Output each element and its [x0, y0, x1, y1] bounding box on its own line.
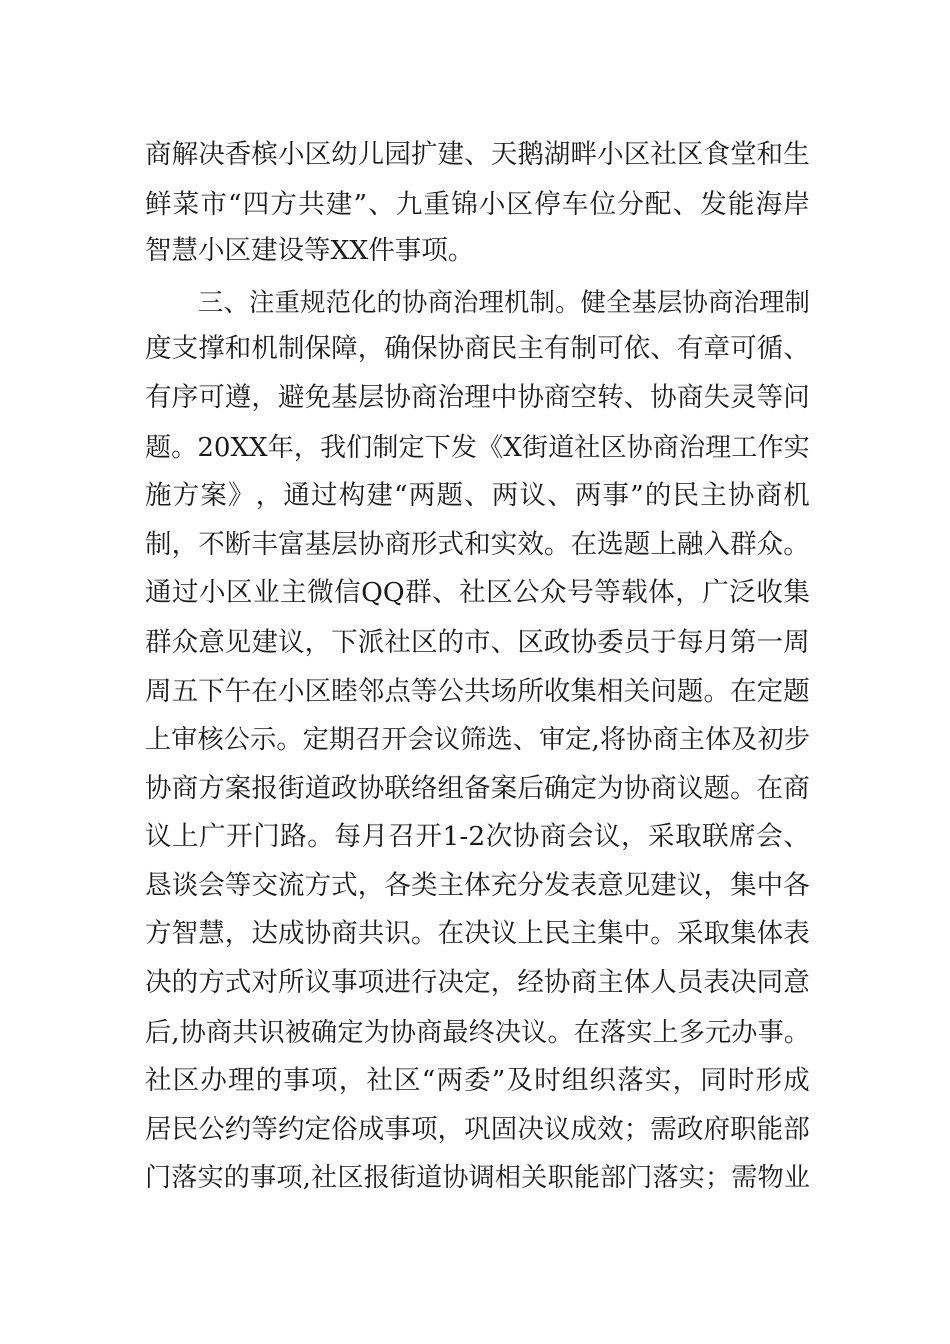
paragraph-line: 有 序 可 遵 ， 避 免 基 层 协 商 治 理 中 协 商 空 转 、 协 商 失 灵 等 问	[145, 382, 810, 413]
paragraph-line: 商 解 决 香 槟 小 区 幼 儿 园 扩 建 、 天 鹅 湖 畔 小 区 社 区 食 堂 和 生	[145, 139, 810, 170]
paragraph-line: 居 民 公 约 等 约 定 俗 成 事 项 ， 巩 固 决 议 成 效 ； 需 政 府 职 能 部	[145, 1114, 810, 1145]
paragraph-line: 周 五 下 午 在 小 区 睦 邻 点 等 公 共 场 所 收 集 相 关 问 题 。 在 定 题	[145, 676, 810, 707]
paragraph-line: 社 区 办 理 的 事 项 ， 社 区 “ 两 委 ” 及 时 组 织 落 实 ， 同 时 形 成	[145, 1065, 810, 1096]
paragraph-line: 议 上 广 开 门 路 。 每 月 召 开 1-2 次 协 商 会 议 ， 采 取 联 席 会 、	[145, 821, 810, 852]
paragraph-line: 门 落 实 的 事 项 , 社 区 报 街 道 协 调 相 关 职 能 部 门 落 实 ； 需 物 业	[145, 1163, 810, 1193]
paragraph-first-line: 三 、 注 重 规 范 化 的 协 商 治 理 机 制 。 健 全 基 层 协 商 治 理 制	[198, 287, 810, 317]
paragraph-line: 群 众 意 见 建 议 ， 下 派 社 区 的 市 、 区 政 协 委 员 于 每 月 第 一 周	[145, 627, 810, 658]
paragraph-line: 题 。 20XX 年 ， 我 们 制 定 下 发 《 X 街 道 社 区 协 商 治 理 工 作 实	[145, 433, 810, 463]
paragraph-line: 协 商 方 案 报 街 道 政 协 联 络 组 备 案 后 确 定 为 协 商 议 题 。 在 商	[145, 773, 810, 804]
paragraph-line: 后 , 协 商 共 识 被 确 定 为 协 商 最 终 决 议 。 在 落 实 上 多 元 办 事 。	[145, 1018, 810, 1048]
paragraph-line: 鲜 菜 市 “ 四 方 共 建 ” 、 九 重 锦 小 区 停 车 位 分 配 、 发 能 海 岸	[145, 189, 810, 220]
paragraph-line: 上 审 核 公 示 。 定 期 召 开 会 议 筛 选 、 审 定 , 将 协 商 主 体 及 初 步	[145, 725, 810, 755]
paragraph-line: 智慧小区建设等XX件事项。	[145, 235, 475, 266]
paragraph-line: 方 智 慧 ， 达 成 协 商 共 识 。 在 决 议 上 民 主 集 中 。 采 取 集 体 表	[145, 918, 810, 949]
paragraph-line: 度 支 撑 和 机 制 保 障 ， 确 保 协 商 民 主 有 制 可 依 、 有 章 可 循 、	[145, 333, 810, 364]
paragraph-line: 施 方 案 》 ， 通 过 构 建 “ 两 题 、 两 议 、 两 事 ” 的 民 主 协 商 机	[145, 480, 810, 511]
paragraph-line: 制 ， 不 断 丰 富 基 层 协 商 形 式 和 实 效 。 在 选 题 上 融 入 群 众 。	[145, 529, 810, 560]
paragraph-line: 恳 谈 会 等 交 流 方 式 ， 各 类 主 体 充 分 发 表 意 见 建 议 ， 集 中 各	[145, 870, 810, 901]
paragraph-line: 通 过 小 区 业 主 微 信 QQ 群 、 社 区 公 众 号 等 载 体 ， 广 泛 收 集	[145, 577, 810, 608]
paragraph-line: 决 的 方 式 对 所 议 事 项 进 行 决 定 ， 经 协 商 主 体 人 员 表 决 同 意	[145, 967, 810, 998]
